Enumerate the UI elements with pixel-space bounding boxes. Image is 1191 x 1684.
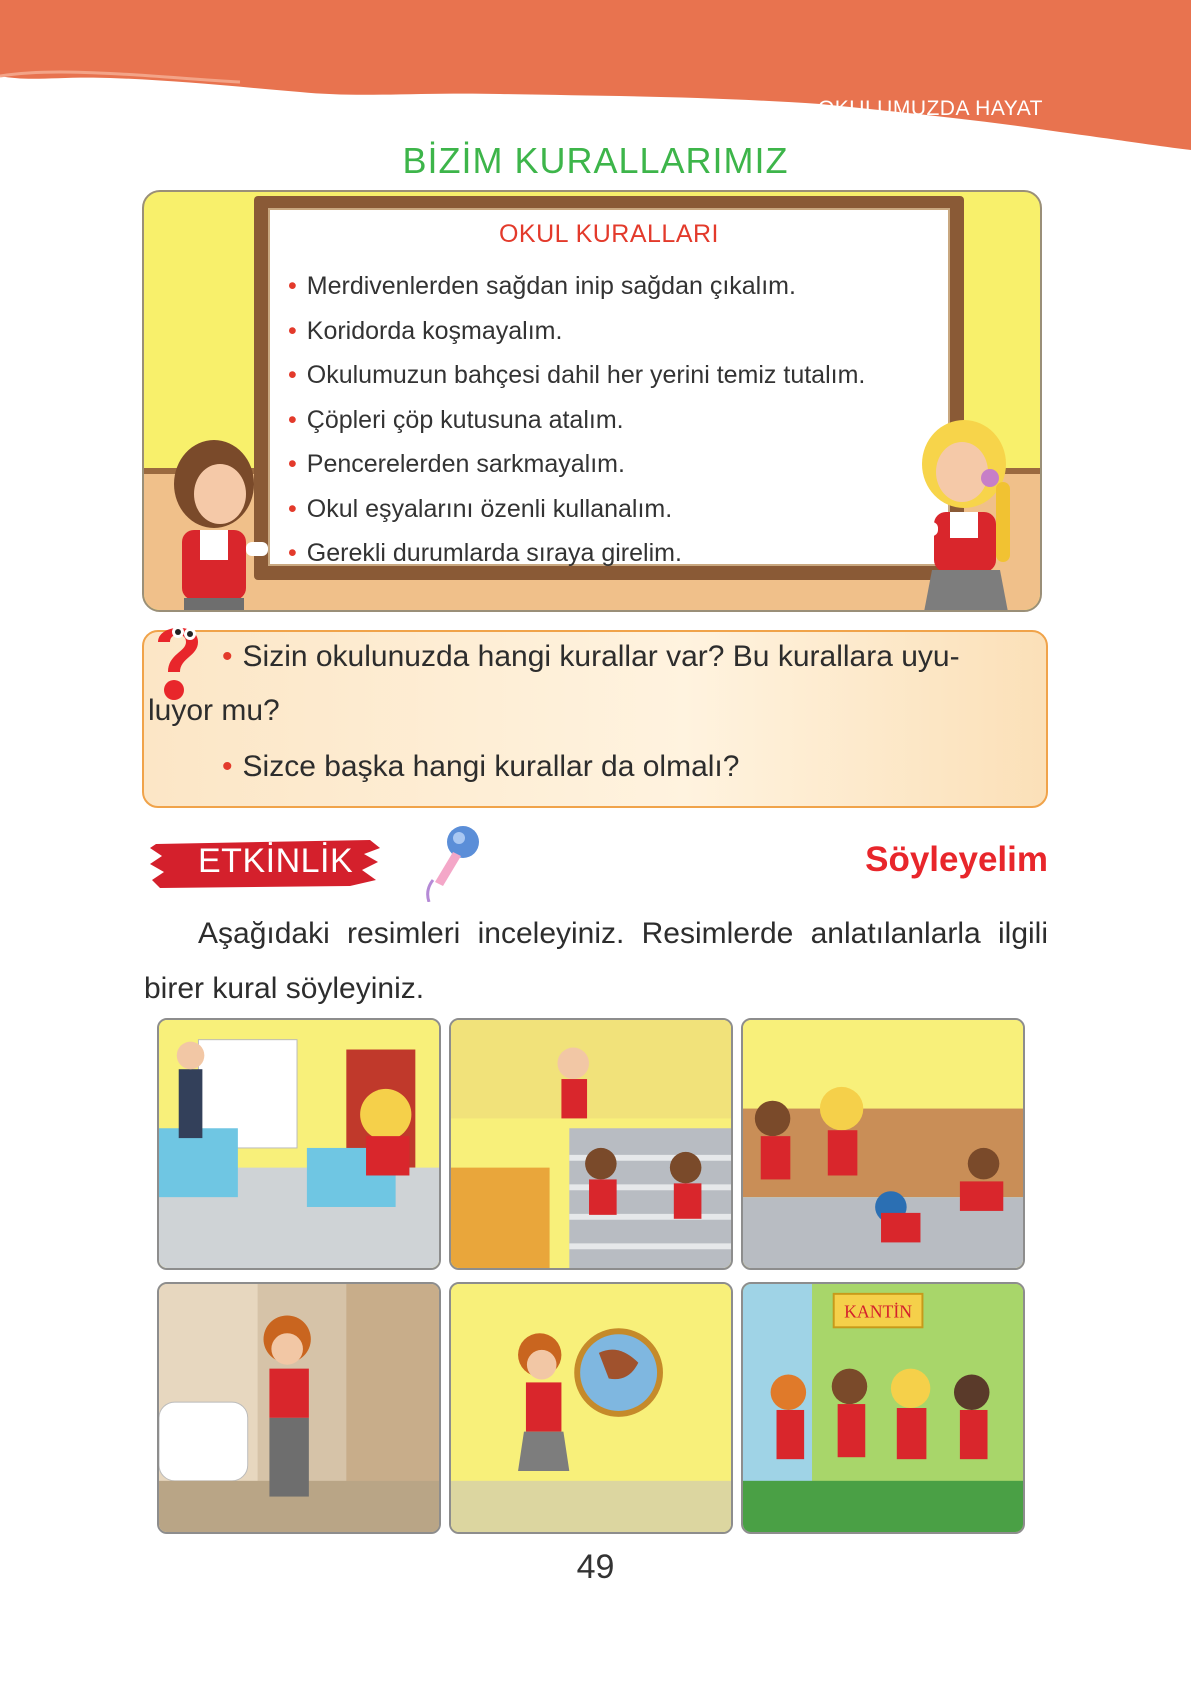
picture-canteen xyxy=(741,1282,1025,1534)
question-line-2: • Sizce başka hangi kurallar da olmalı? xyxy=(222,750,740,783)
rules-board xyxy=(254,196,964,580)
unit-title: OKULUMUZDA HAYAT xyxy=(817,97,1043,120)
microphone-icon xyxy=(415,822,485,902)
girl-illustration xyxy=(904,412,1024,612)
picture-corridor xyxy=(741,1018,1025,1270)
bullet-icon: • xyxy=(288,361,297,389)
rules-board-surface xyxy=(268,208,950,566)
rule-item: • Gerekli durumlarda sıraya girelim. xyxy=(288,539,682,567)
picture-washroom xyxy=(157,1282,441,1534)
rule-item: • Pencerelerden sarkmayalım. xyxy=(288,450,625,478)
picture-globe xyxy=(449,1282,733,1534)
board-illustration xyxy=(142,190,1042,612)
page-title: BİZİM KURALLARIMIZ xyxy=(402,140,789,181)
canteen-sign: KANTİN xyxy=(844,1301,913,1322)
bullet-icon: • xyxy=(288,316,297,345)
bullet-icon: • xyxy=(288,405,297,434)
bullet-icon: • xyxy=(288,494,297,523)
picture-stairs xyxy=(449,1018,733,1270)
rule-item: • Okul eşyalarını özenli kullanalım. xyxy=(288,494,673,523)
bullet-icon: • xyxy=(222,750,233,783)
rule-item: • Okulumuzun bahçesi dahil her yerini temiz tutalım. xyxy=(288,361,866,389)
question-line-1-cont: luyor mu? xyxy=(148,694,280,727)
header-band xyxy=(0,0,1191,150)
boy-illustration xyxy=(154,432,274,612)
bullet-icon: • xyxy=(222,640,233,673)
rules-heading: OKUL KURALLARI xyxy=(498,220,720,248)
activity-badge-label: ETKİNLİK xyxy=(198,842,354,880)
activity-title: Söyleyelim xyxy=(865,840,1048,879)
rule-item: • Koridorda koşmayalım. xyxy=(288,316,563,345)
picture-classroom xyxy=(157,1018,441,1270)
bullet-icon: • xyxy=(288,450,297,478)
rule-item: • Çöpleri çöp kutusuna atalım. xyxy=(288,405,624,434)
bullet-icon: • xyxy=(288,272,297,300)
question-line-1: • Sizin okulunuzda hangi kurallar var? Bu kurallara uyu- xyxy=(222,640,960,673)
bullet-icon: • xyxy=(288,539,297,567)
rules-list xyxy=(288,264,865,576)
activity-instruction: Aşağıdaki resimleri inceleyiniz. Resimlerde anlatılanlarla ilgili birer kural söyleyiniz. xyxy=(144,917,1048,1005)
rule-item: • Merdivenlerden sağdan inip sağdan çıkalım. xyxy=(288,272,796,300)
page-number: 49 xyxy=(576,1548,615,1586)
